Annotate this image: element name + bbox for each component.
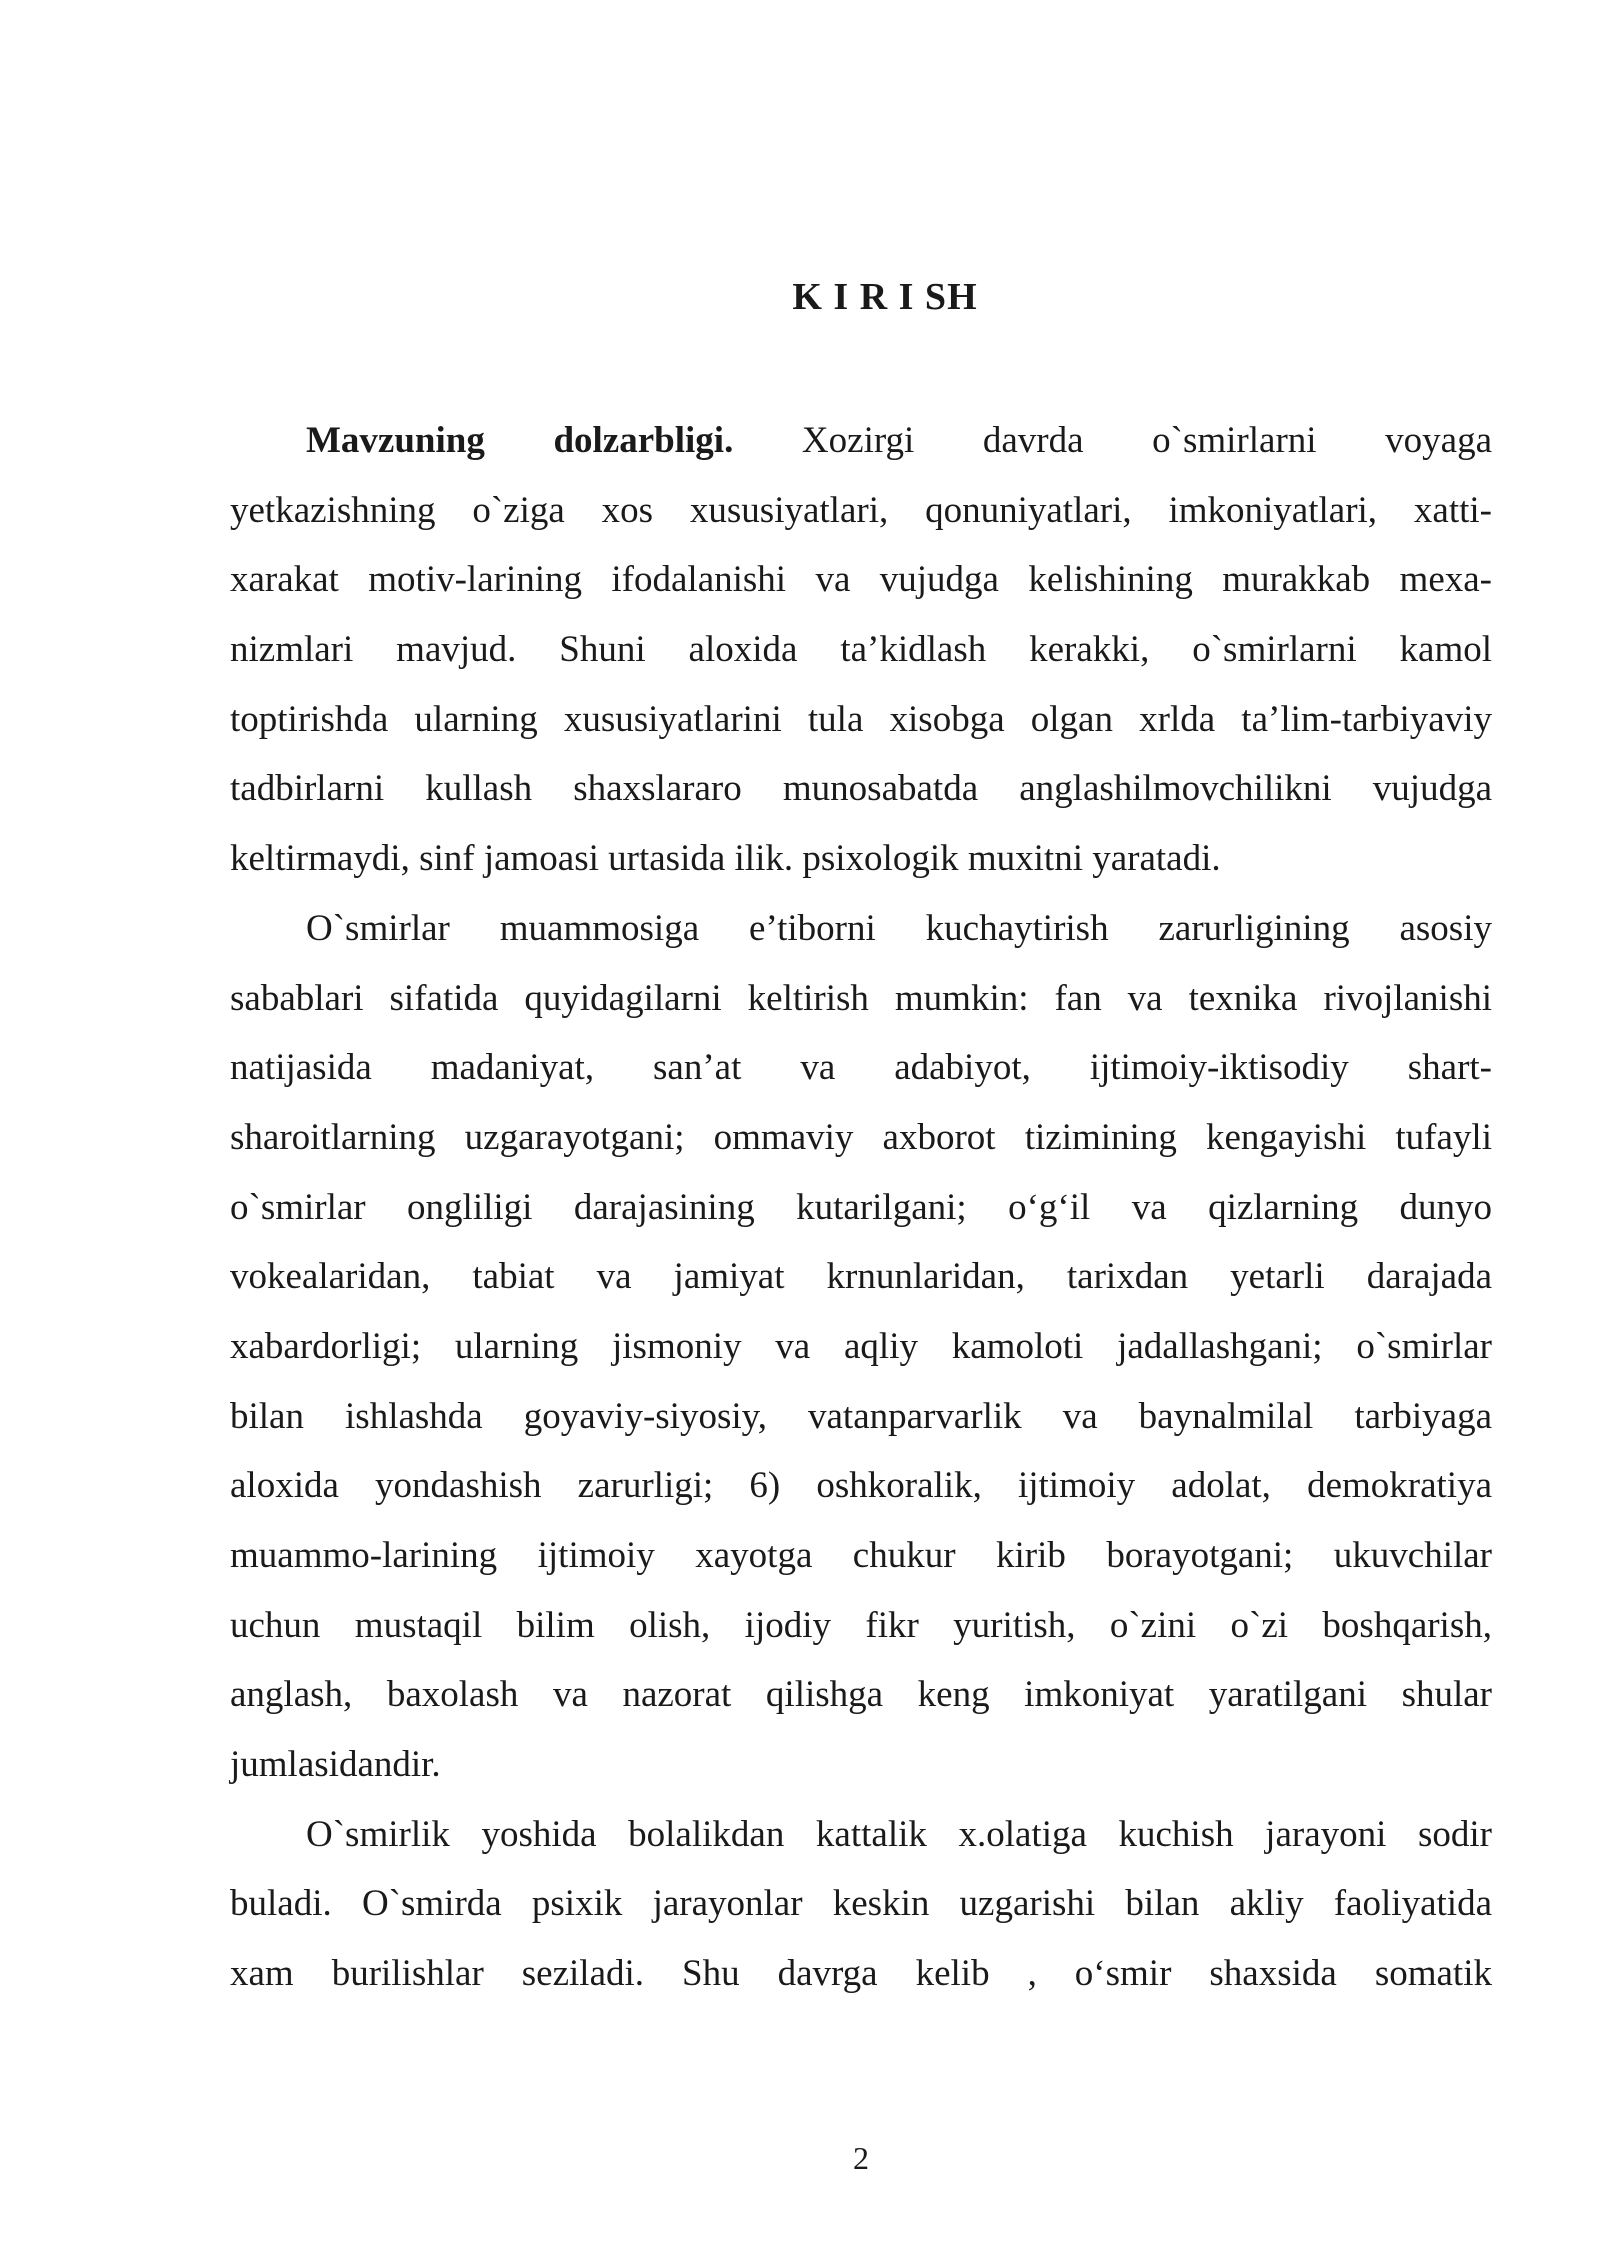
paragraph-line: bilan ishlashda goyaviy-siyosiy, vatanparvarlik va baynalmilal tarbiyaga [230, 1395, 1492, 1437]
paragraph-1-line-1 [230, 406, 1492, 476]
paragraph-line: jumlasidandir. [230, 1744, 441, 1786]
page-title: K I R I SH [792, 276, 978, 318]
paragraph-line: nizmlari mavjud. Shuni aloxida ta’kidlash kerakki, o`smirlarni kamol [230, 629, 1492, 671]
paragraph-line: tadbirlarni kullash shaxslararo munosabatda anglashilmovchilikni vujudga [230, 768, 1492, 810]
paragraph-line: O`smirlar muammosiga e’tiborni kuchaytirish zarurligining asosiy [306, 907, 1492, 949]
paragraph-line: o`smirlar ongliligi darajasining kutarilgani; o‘g‘il va qizlarning dunyo [230, 1186, 1492, 1228]
body-text [230, 406, 1492, 2009]
paragraph-line: natijasida madaniyat, san’at va adabiyot, ijtimoiy-iktisodiy shart- [230, 1047, 1492, 1089]
paragraph-line: xabardorligi; ularning jismoniy va aqliy kamoloti jadallashgani; o`smirlar [230, 1325, 1492, 1367]
paragraph-line: toptirishda ularning xususiyatlarini tula xisobga olgan xrlda ta’lim-tarbiyaviy [230, 698, 1492, 740]
paragraph-line: buladi. O`smirda psixik jarayonlar keskin uzgarishi bilan akliy faoliyatida [230, 1883, 1492, 1925]
paragraph-line: O`smirlik yoshida bolalikdan kattalik x.olatiga kuchish jarayoni sodir [306, 1813, 1492, 1855]
paragraph-line: sabablari sifatida quyidagilarni keltirish mumkin: fan va texnika rivojlanishi [230, 977, 1492, 1019]
paragraph-line: yetkazishning o`ziga xos xususiyatlari, qonuniyatlari, imkoniyatlari, xatti- [230, 489, 1492, 531]
paragraph-line: vokealaridan, tabiat va jamiyat krnunlaridan, tarixdan yetarli darajada [230, 1256, 1492, 1298]
paragraph-line: anglash, baxolash va nazorat qilishga keng imkoniyat yaratilgani shular [230, 1674, 1492, 1716]
paragraph-line: uchun mustaqil bilim olish, ijodiy fikr yuritish, o`zini o`zi boshqarish, [230, 1604, 1492, 1646]
paragraph-line: aloxida yondashish zarurligi; 6) oshkoralik, ijtimoiy adolat, demokratiya [230, 1465, 1492, 1507]
page-number: 2 [853, 2140, 869, 2176]
paragraph-line: xam burilishlar seziladi. Shu davrga kelib , o‘smir shaxsida somatik [230, 1953, 1492, 1995]
paragraph-line: keltirmaydi, sinf jamoasi urtasida ilik. psixologik muxitni yaratadi. [230, 838, 1221, 880]
section-lead: Mavzuning dolzarbligi. [306, 420, 734, 461]
paragraph-line: muammo-larining ijtimoiy xayotga chukur kirib borayotgani; ukuvchilar [230, 1535, 1492, 1576]
paragraph-line: sharoitlarning uzgarayotgani; ommaviy axborot tizimining kengayishi tufayli [230, 1116, 1492, 1158]
paragraph-1-line-1-text: Xozirgi davrda o`smirlarni voyaga [733, 420, 1492, 461]
paragraph-line: xarakat motiv-larining ifodalanishi va vujudga kelishining murakkab mexa- [230, 559, 1492, 601]
